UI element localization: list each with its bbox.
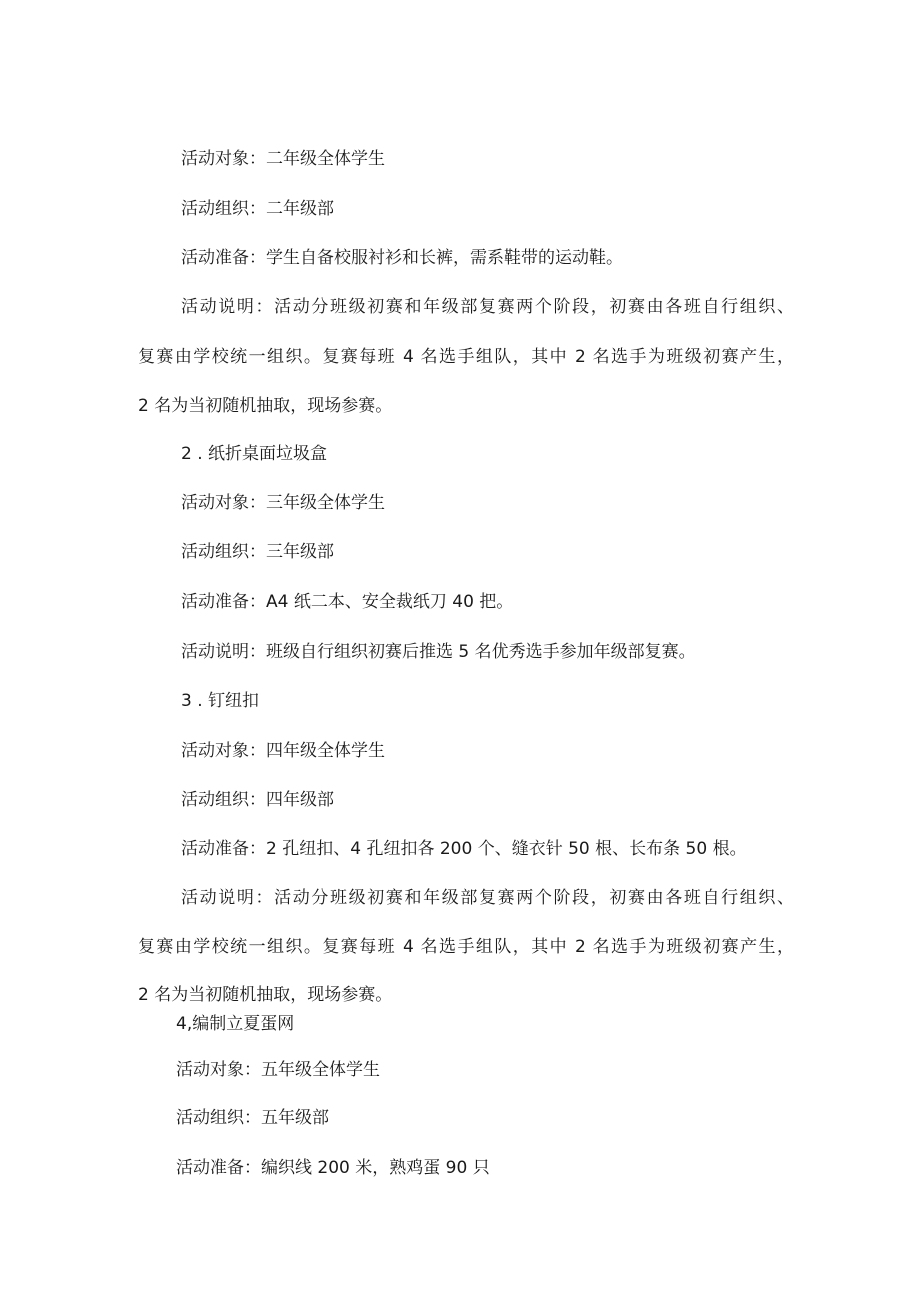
section-heading-3: 3 . 钉纽扣	[181, 691, 260, 711]
activity-target-line: 活动对象：二年级全体学生	[181, 149, 385, 169]
activity-organizer-line: 活动组织：三年级部	[181, 542, 334, 562]
section-heading-2: 2 . 纸折桌面垃圾盒	[181, 444, 328, 464]
activity-description-continuation: 2 名为当初随机抽取，现场参赛。	[138, 396, 393, 416]
activity-target-line: 活动对象：五年级全体学生	[176, 1060, 380, 1080]
activity-preparation-line: 活动准备：2 孔纽扣、4 孔纽扣各 200 个、缝衣针 50 根、长布条 50 根。	[181, 839, 747, 859]
activity-preparation-line: 活动准备：学生自备校服衬衫和长裤，需系鞋带的运动鞋。	[181, 248, 623, 268]
activity-organizer-line: 活动组织：四年级部	[181, 790, 334, 810]
activity-description-continuation: 复赛由学校统一组织。复赛每班 4 名选手组队，其中 2 名选手为班级初赛产生，	[138, 937, 794, 957]
activity-organizer-line: 活动组织：二年级部	[181, 199, 334, 219]
activity-preparation-line: 活动准备：A4 纸二本、安全裁纸刀 40 把。	[181, 592, 514, 612]
activity-description-line: 活动说明：活动分班级初赛和年级部复赛两个阶段，初赛由各班自行组织、	[181, 888, 794, 908]
activity-organizer-line: 活动组织：五年级部	[176, 1108, 329, 1128]
section-heading-4: 4,编制立夏蛋网	[176, 1014, 295, 1034]
activity-target-line: 活动对象：三年级全体学生	[181, 493, 385, 513]
activity-description-continuation: 复赛由学校统一组织。复赛每班 4 名选手组队，其中 2 名选手为班级初赛产生，	[138, 347, 794, 367]
activity-target-line: 活动对象：四年级全体学生	[181, 741, 385, 761]
activity-description-line: 活动说明：活动分班级初赛和年级部复赛两个阶段，初赛由各班自行组织、	[181, 297, 794, 317]
activity-description-line: 活动说明：班级自行组织初赛后推选 5 名优秀选手参加年级部复赛。	[181, 642, 696, 662]
activity-description-continuation: 2 名为当初随机抽取，现场参赛。	[138, 985, 393, 1005]
activity-preparation-line: 活动准备：编织线 200 米，熟鸡蛋 90 只	[176, 1158, 490, 1178]
